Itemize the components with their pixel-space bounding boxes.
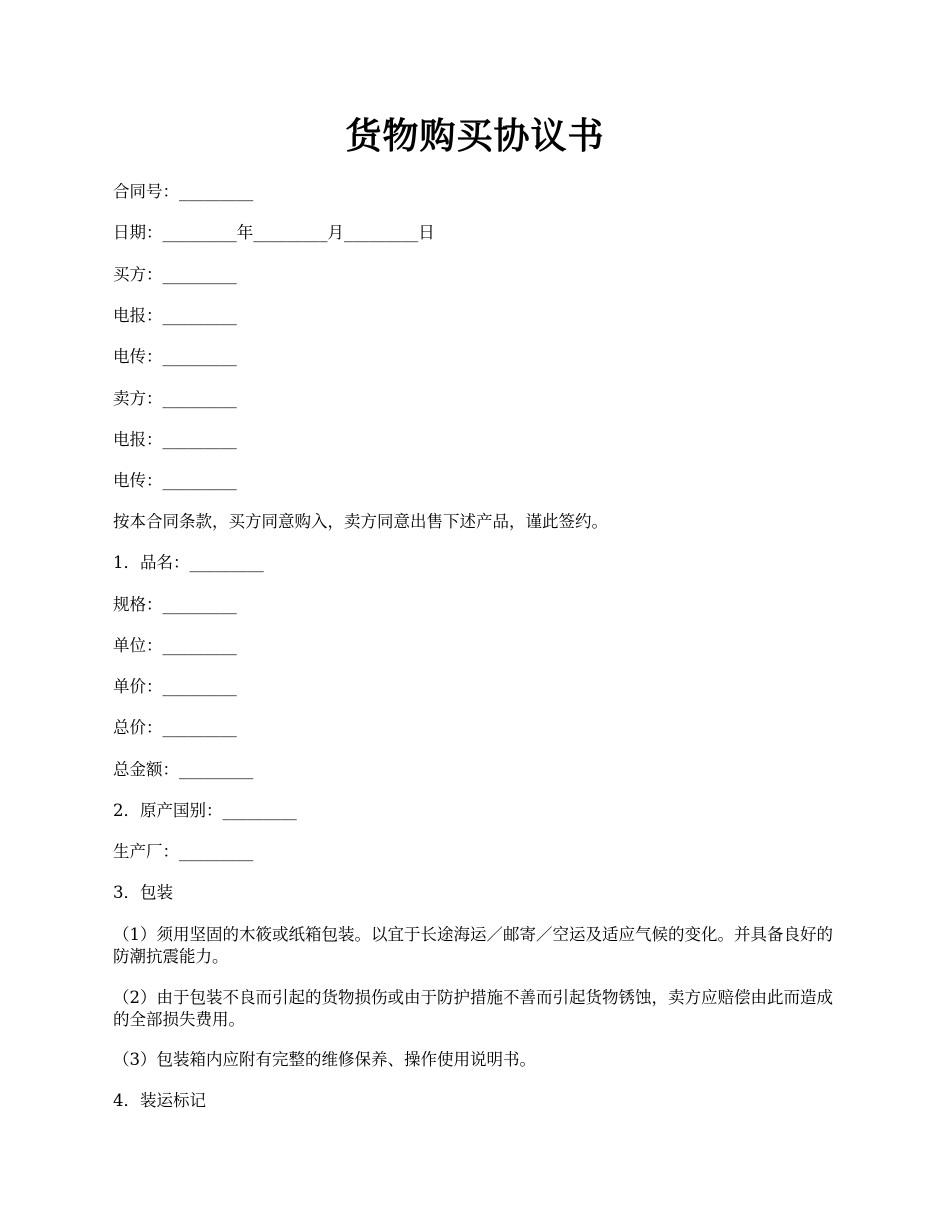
buyer-telegram-field: 电报：_________	[113, 306, 237, 325]
packing-clause-3: （3）包装箱内应附有完整的维修保养、操作使用说明书。	[113, 1050, 536, 1069]
intro-paragraph: 按本合同条款，买方同意购入，卖方同意出售下述产品，谨此签约。	[113, 512, 608, 531]
item4-shipping-marks-heading: 4．装运标记	[113, 1091, 206, 1110]
item2-origin-country: 2．原产国别：_________	[113, 801, 297, 820]
date-field: 日期：_________年_________月_________日	[113, 223, 435, 242]
item1-product-name: 1．品名：_________	[113, 553, 264, 572]
manufacturer-field: 生产厂：_________	[113, 842, 254, 861]
packing-clause-2: （2）由于包装不良而引起的货物损伤或由于防护措施不善而引起货物锈蚀，卖方应赔偿由此而造成的全部损失费用。	[113, 988, 833, 1029]
buyer-field: 买方：_________	[113, 265, 237, 284]
seller-fax-field: 电传：_________	[113, 471, 237, 490]
packing-clause-1: （1）须用坚固的木筱或纸箱包装。以宜于长途海运／邮寄／空运及适应气候的变化。并具备良好的防潮抗震能力。	[113, 925, 833, 966]
unit-field: 单位：_________	[113, 636, 237, 655]
specification-field: 规格：_________	[113, 595, 237, 614]
contract-number-field: 合同号：_________	[113, 182, 254, 201]
total-price-field: 总价：_________	[113, 718, 237, 737]
total-amount-field: 总金额：_________	[113, 760, 254, 779]
unit-price-field: 单价：_________	[113, 677, 237, 696]
buyer-fax-field: 电传：_________	[113, 347, 237, 366]
seller-telegram-field: 电报：_________	[113, 430, 237, 449]
seller-field: 卖方：_________	[113, 389, 237, 408]
item3-packing-heading: 3．包装	[113, 883, 173, 902]
document-title: 货物购买协议书	[345, 115, 605, 157]
